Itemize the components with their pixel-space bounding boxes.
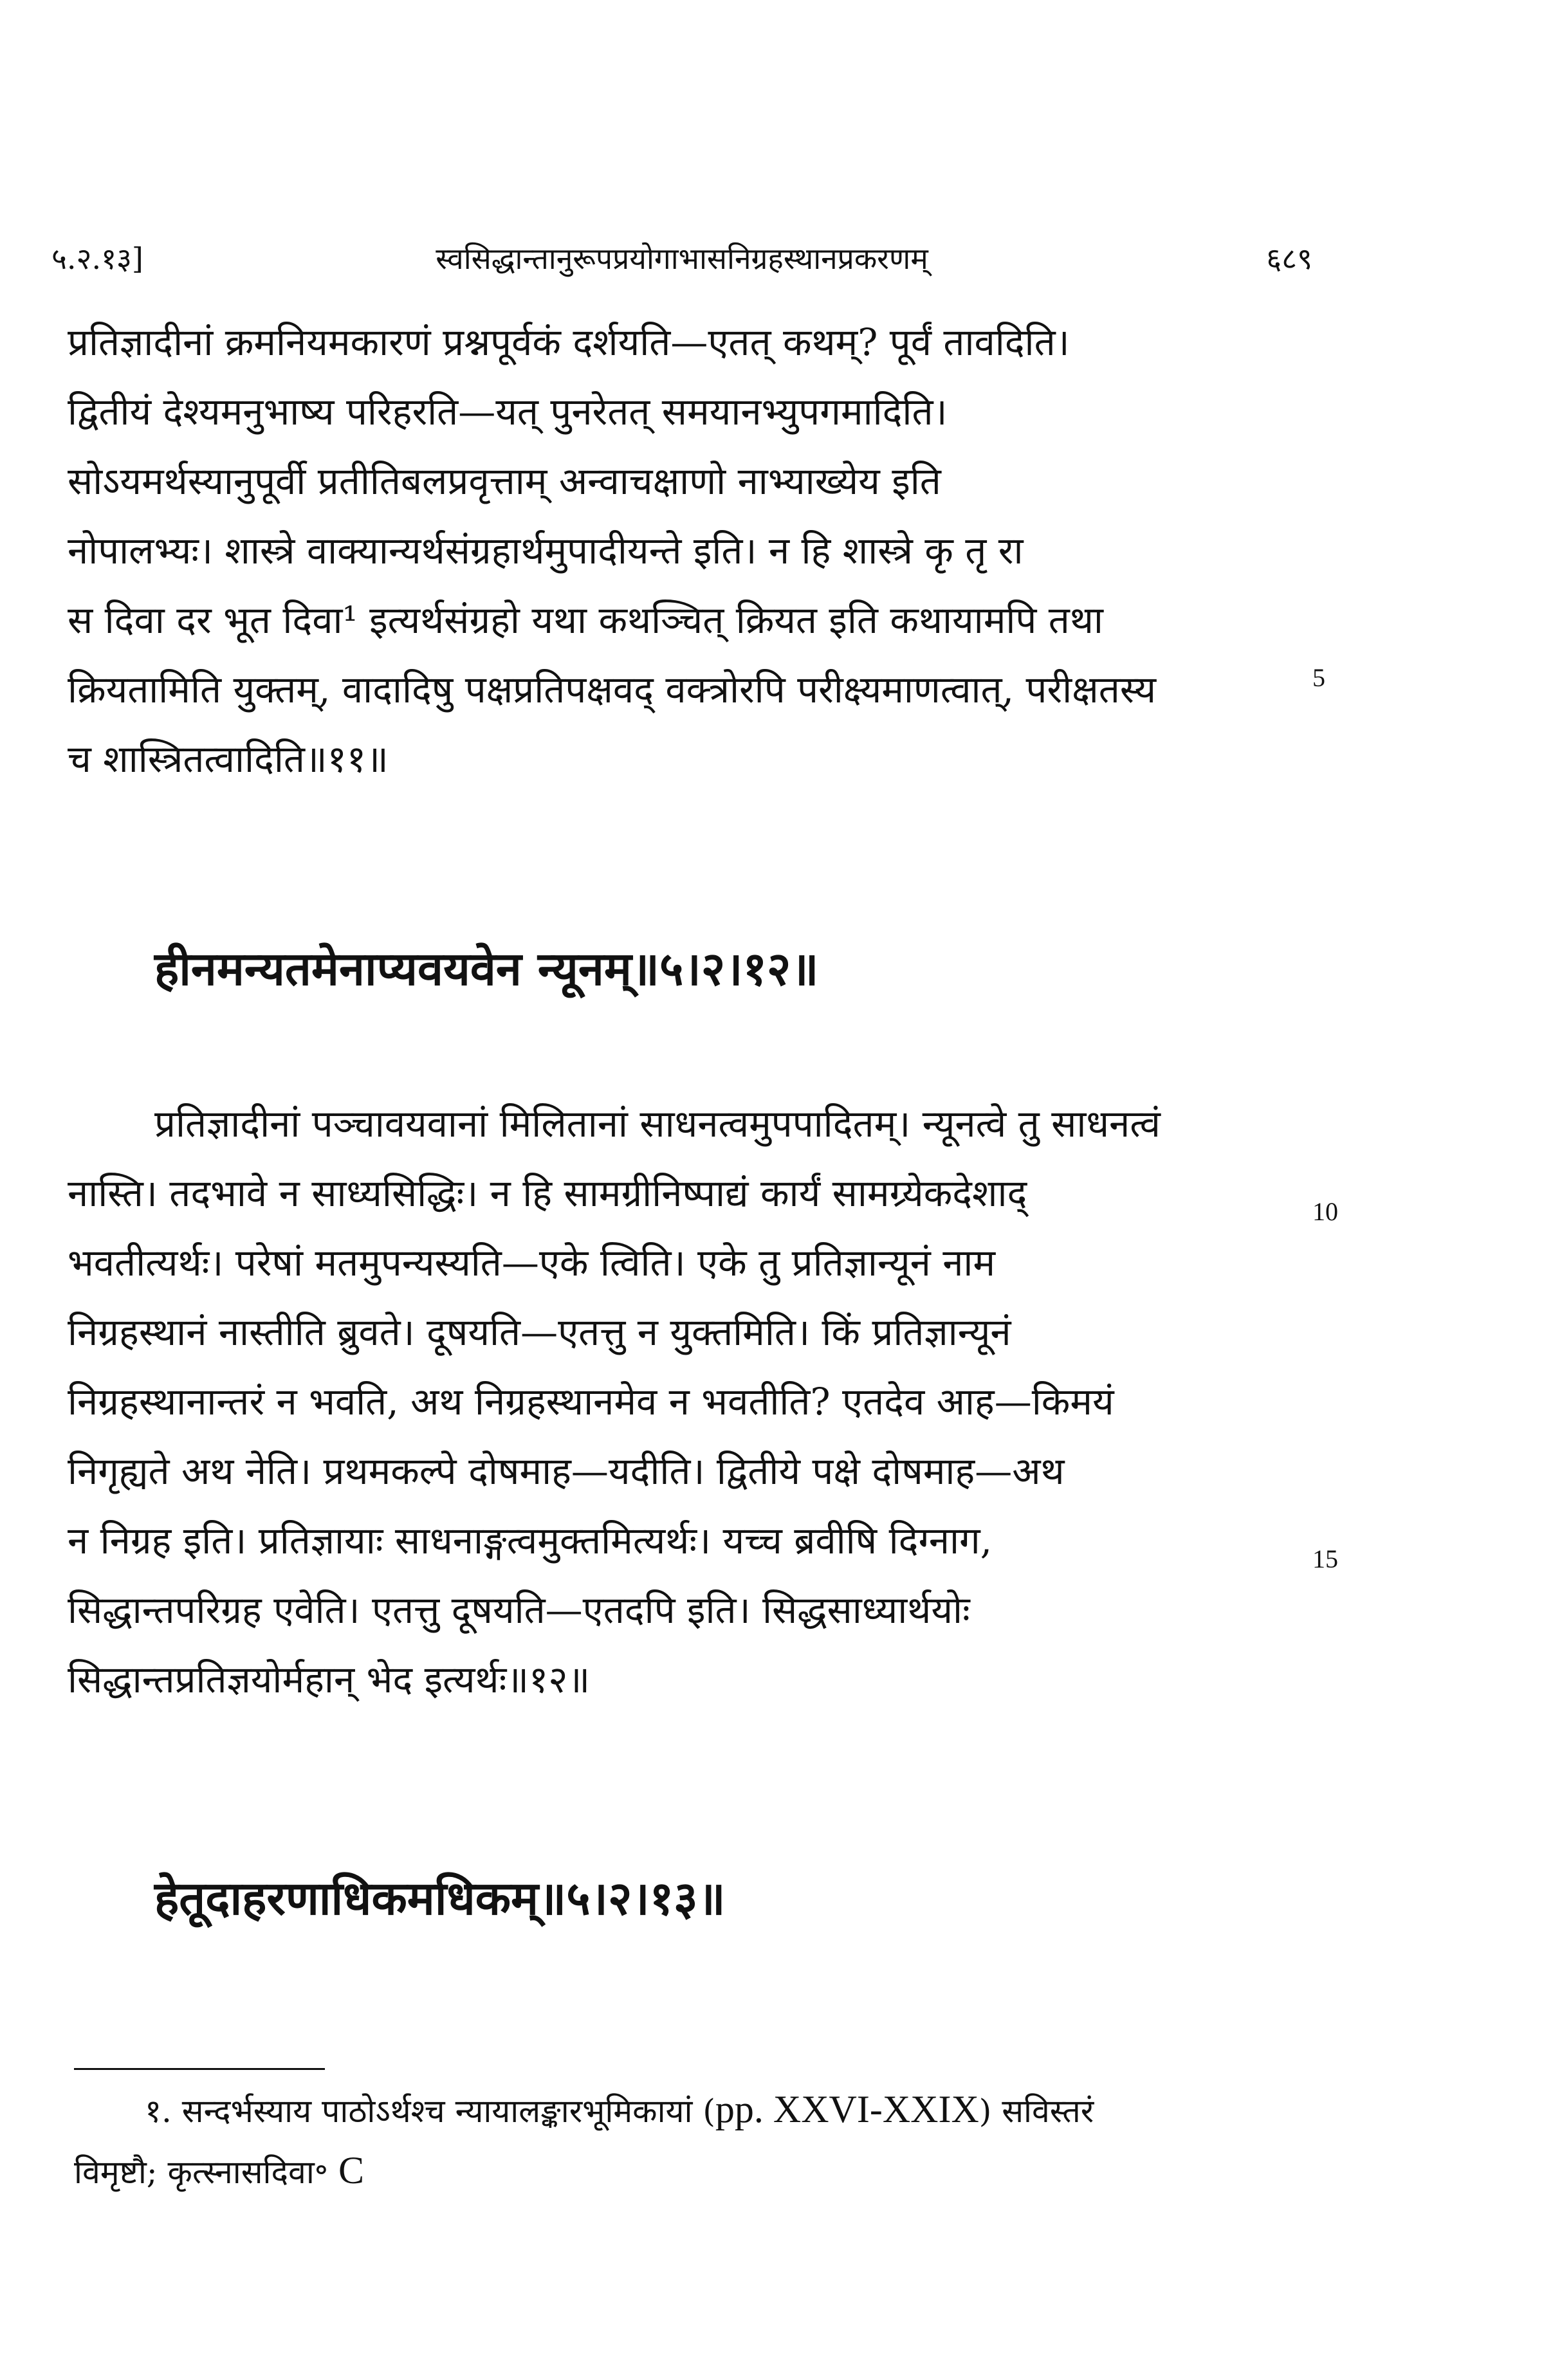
line-number: 15 [1312,1544,1338,1573]
text-line: निग्रहस्थानान्तरं न भवति, अथ निग्रहस्थानमेव न भवतीति? एतदेव आह—किमयं [68,1380,1114,1423]
text-line: न निग्रह इति। प्रतिज्ञायाः साधनाङ्गत्वमुक्तमित्यर्थः। यच्च ब्रवीषि दिग्नाग, [68,1519,993,1562]
text-line: नोपालभ्यः। शास्त्रे वाक्यान्यर्थसंग्रहार्थमुपादीयन्ते इति। न हि शास्त्रे कृ तृ रा [68,529,1024,572]
text-line: सिद्धान्तप्रतिज्ञयोर्महान् भेद इत्यर्थः॥१२॥ [68,1658,591,1701]
text-line: स दिवा दर भूत दिवा¹ इत्यर्थसंग्रहो यथा कथञ्चित् क्रियत इति कथायामपि तथा [68,598,1103,642]
footnote-line [74,2087,1277,2132]
text-line: निग्रहस्थानं नास्तीति ब्रुवते। दूषयति—एतत्तु न युक्तमिति। किं प्रतिज्ञान्यूनं [68,1310,1011,1354]
section-number: ५.२.१३] [51,241,143,276]
text-line: सोऽयमर्थस्यानुपूर्वी प्रतीतिबलप्रवृत्ताम् अन्वाचक्षाणो नाभ्याख्येय इति [68,459,941,503]
footnote-line [74,2148,1277,2193]
line-number: 5 [1312,663,1325,692]
running-header [51,238,1312,289]
page-number: ६८९ [1266,241,1312,276]
text-line: द्वितीयं देश्यमनुभाष्य परिहरति—यत् पुनरेतत् समयानभ्युपगमादिति। [68,390,948,434]
text-line: नास्ति। तदभावे न साध्यसिद्धिः। न हि सामग्रीनिष्पाद्यं कार्यं सामग्र्येकदेशाद् [68,1171,1027,1215]
text-line: प्रतिज्ञादीनां क्रमनियमकारणं प्रश्नपूर्वकं दर्शयति—एतत् कथम्? पूर्वं तावदिति। [68,320,1070,364]
text-line: क्रियतामिति युक्तम्, वादादिषु पक्षप्रतिपक्षवद् वक्त्रोरपि परीक्ष्यमाणत्वात्, परीक्षतस्य [68,668,1156,711]
text-line: प्रतिज्ञादीनां पञ्चावयवानां मिलितानां साधनत्वमुपपादितम्। न्यूनत्वे तु साधनत्वं [154,1102,1161,1146]
text-line: च शास्त्रितत्वादिति॥११॥ [68,737,389,781]
text-line: भवतीत्यर्थः। परेषां मतमुपन्यस्यति—एके त्विति। एके तु प्रतिज्ञान्यूनं नाम [68,1241,996,1285]
text-line: निगृह्यते अथ नेति। प्रथमकल्पे दोषमाह—यदीति। द्वितीये पक्षे दोषमाह—अथ [68,1449,1065,1493]
footnote-text: विमृष्टौ; कृत्स्नासदिवा॰ [74,2154,338,2191]
sutra-heading-12: हीनमन्यतमेनाप्यवयवेन न्यूनम्॥५।२।१२॥ [154,941,819,996]
footnote-page-ref: pp. XXVI-XXIX [715,2088,979,2130]
chapter-title: स्वसिद्धान्तानुरूपप्रयोगाभासनिग्रहस्थानप्रकरणम् [436,241,928,276]
sutra-heading-13: हेतूदाहरणाधिकमधिकम्॥५।२।१३॥ [154,1871,726,1925]
footnote-text: ) सविस्तरं [979,2092,1094,2130]
text-line: सिद्धान्तपरिग्रह एवेति। एतत्तु दूषयति—एतदपि इति। सिद्धसाध्यार्थयोः [68,1588,970,1632]
footnote-rule [74,2068,325,2070]
footnote-text: १. सन्दर्भस्याय पाठोऽर्थश्च न्यायालङ्कारभूमिकायां ( [145,2092,715,2130]
footnote-siglum: C [338,2149,365,2192]
line-number: 10 [1312,1197,1338,1226]
